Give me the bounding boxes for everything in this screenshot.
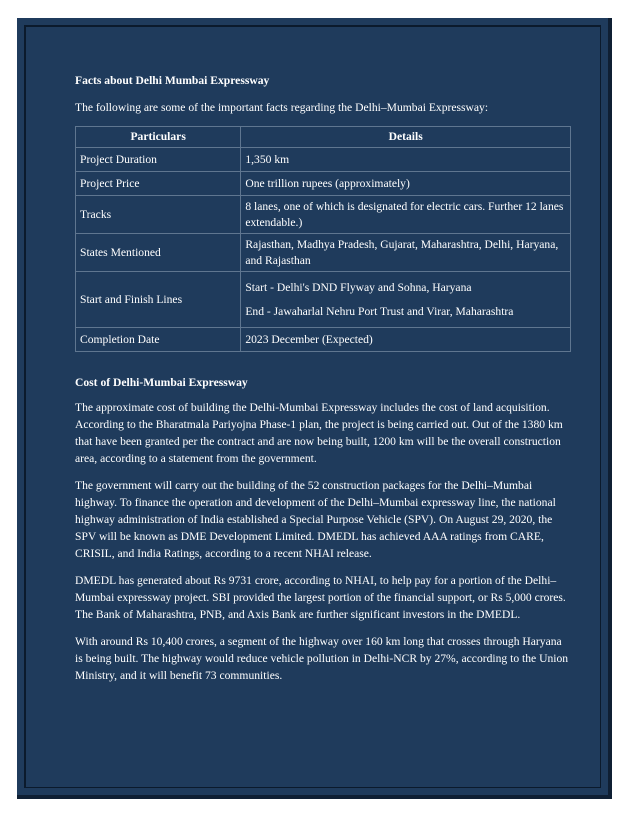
table-row [76, 172, 571, 196]
document-page [17, 18, 612, 799]
facts-heading: Facts about Delhi Mumbai Expressway [75, 74, 270, 87]
page-content [75, 72, 571, 694]
intro-paragraph: The following are some of the important facts regarding the Delhi–Mumbai Expressway: [75, 101, 489, 114]
cost-paragraph-4: With around Rs 10,400 crores, a segment of the highway over 160 km long that crosses through Haryana is being built. The highway would reduce vehicle pollution in Delhi-NCR by 27%, according to the Union Ministry, and it will benefit 73 communities. [75, 635, 569, 682]
table-row [76, 196, 571, 234]
cost-heading: Cost of Delhi-Mumbai Expressway [75, 376, 248, 389]
row-details: 2023 December (Expected) [241, 328, 571, 352]
row-details: 1,350 km [241, 148, 571, 172]
row-particular: Project Duration [76, 148, 241, 172]
cost-paragraph-3: DMEDL has generated about Rs 9731 crore, according to NHAI, to help pay for a portion of the Delhi–Mumbai expressway project. SBI provided the largest portion of the financial support, or Rs 5,000 crores. The Bank of Maharashtra, PNB, and Axis Bank are further significant investors in the DMEDL. [75, 574, 566, 621]
table-header-row [76, 127, 571, 148]
row-particular: Start and Finish Lines [76, 272, 241, 328]
start-line: Start - Delhi's DND Flyway and Sohna, Haryana [245, 280, 472, 294]
row-particular: States Mentioned [76, 234, 241, 272]
table-header-details: Details [241, 127, 571, 148]
end-line: End - Jawaharlal Nehru Port Trust and Virar, Maharashtra [245, 304, 514, 318]
cost-paragraph-1: The approximate cost of building the Delhi-Mumbai Expressway includes the cost of land acquisition. According to the Bharatmala Pariyojna Phase-1 plan, the project is being carried out. Out of the 1380 km that have been granted per the contract and are now being built, 1200 km will be the overall construction area, according to a statement from the government. [75, 401, 563, 465]
row-details: One trillion rupees (approximately) [241, 172, 571, 196]
row-details: 8 lanes, one of which is designated for electric cars. Further 12 lanes extendable.) [241, 196, 571, 234]
table-header-particulars: Particulars [76, 127, 241, 148]
row-particular: Project Price [76, 172, 241, 196]
cost-paragraph-2: The government will carry out the building of the 52 construction packages for the Delhi–Mumbai highway. To finance the operation and development of the Delhi–Mumbai expressway line, the national highway administration of India established a Special Purpose Vehicle (SPV). On August 29, 2020, the SPV will be known as DME Development Limited. DMEDL has achieved AAA ratings from CARE, CRISIL, and India Ratings, according to a recent NHAI release. [75, 479, 556, 560]
table-row [76, 272, 571, 328]
table-row [76, 328, 571, 352]
row-particular: Tracks [76, 196, 241, 234]
row-details: Rajasthan, Madhya Pradesh, Gujarat, Maharashtra, Delhi, Haryana, and Rajasthan [241, 234, 571, 272]
table-row [76, 148, 571, 172]
table-row [76, 234, 571, 272]
row-details [241, 272, 571, 328]
row-particular: Completion Date [76, 328, 241, 352]
facts-table [75, 126, 571, 352]
